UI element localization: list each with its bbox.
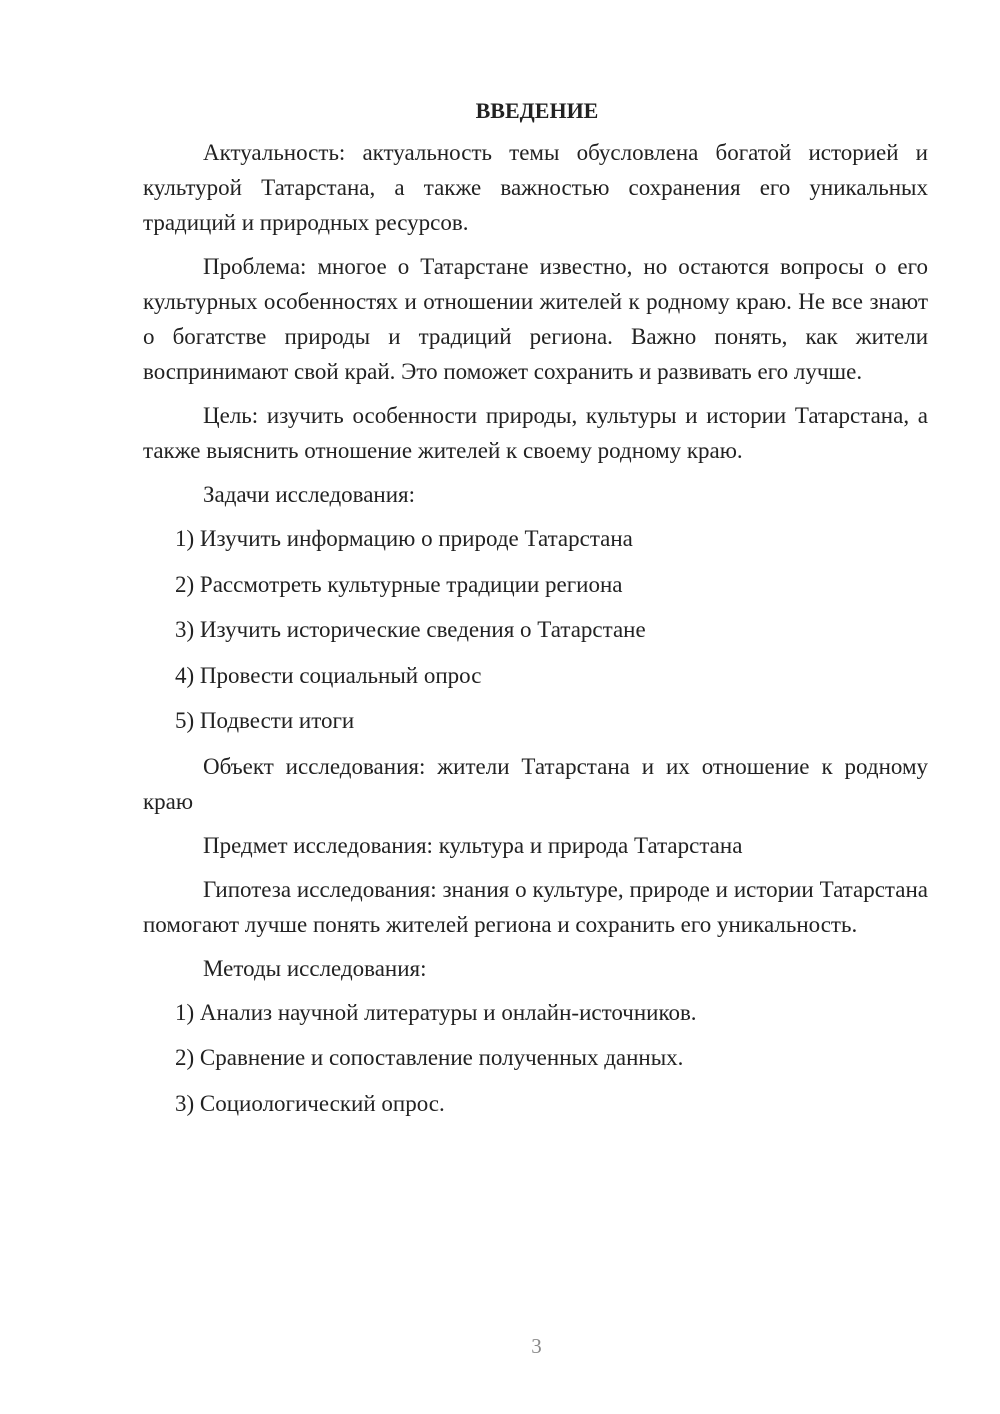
section-title: ВВЕДЕНИЕ [475,98,599,123]
task-item-3: 3) Изучить исторические сведения о Татарстане [175,617,646,642]
object-paragraph: Объект исследования: жители Татарстана и их отношение к родному краю [143,753,928,814]
tasks-heading: Задачи исследования: [203,482,416,507]
method-item-2: 2) Сравнение и сопоставление полученных данных. [175,1045,684,1070]
problem-paragraph: Проблема: многое о Татарстане известно, но остаются вопросы о его культурных особенностях и отношении жителей к родному краю. Не все знают о богатстве природы и традиций региона. Важно понять, как жители воспринимают свой край. Это поможет сохранить и развивать его лучше. [143,254,928,384]
hypothesis-paragraph: Гипотеза исследования: знания о культуре, природе и истории Татарстана помогают лучше понять жителей региона и сохранить его уникальность. [143,876,928,937]
tasks-list [143,521,928,738]
method-item-3: 3) Социологический опрос. [175,1090,445,1116]
methods-heading: Методы исследования: [203,955,427,981]
document-body [143,93,928,1131]
page-number: 3 [531,1334,542,1358]
task-item-2: 2) Рассмотреть культурные традиции региона [175,571,623,597]
task-item-1: 1) Изучить информацию о природе Татарстана [175,526,633,551]
method-item-1: 1) Анализ научной литературы и онлайн-источников. [175,999,697,1025]
subject-paragraph: Предмет исследования: культура и природа Татарстана [203,832,743,858]
relevance-paragraph: Актуальность: актуальность темы обусловлена богатой историей и культурой Татарстана, а также важностью сохранения его уникальных традиций и природных ресурсов. [143,140,928,235]
goal-paragraph: Цель: изучить особенности природы, культуры и истории Татарстана, а также выяснить отношение жителей к своему родному краю. [143,403,928,463]
task-item-5: 5) Подвести итоги [175,708,355,733]
task-item-4: 4) Провести социальный опрос [175,662,482,688]
methods-list [143,995,928,1121]
